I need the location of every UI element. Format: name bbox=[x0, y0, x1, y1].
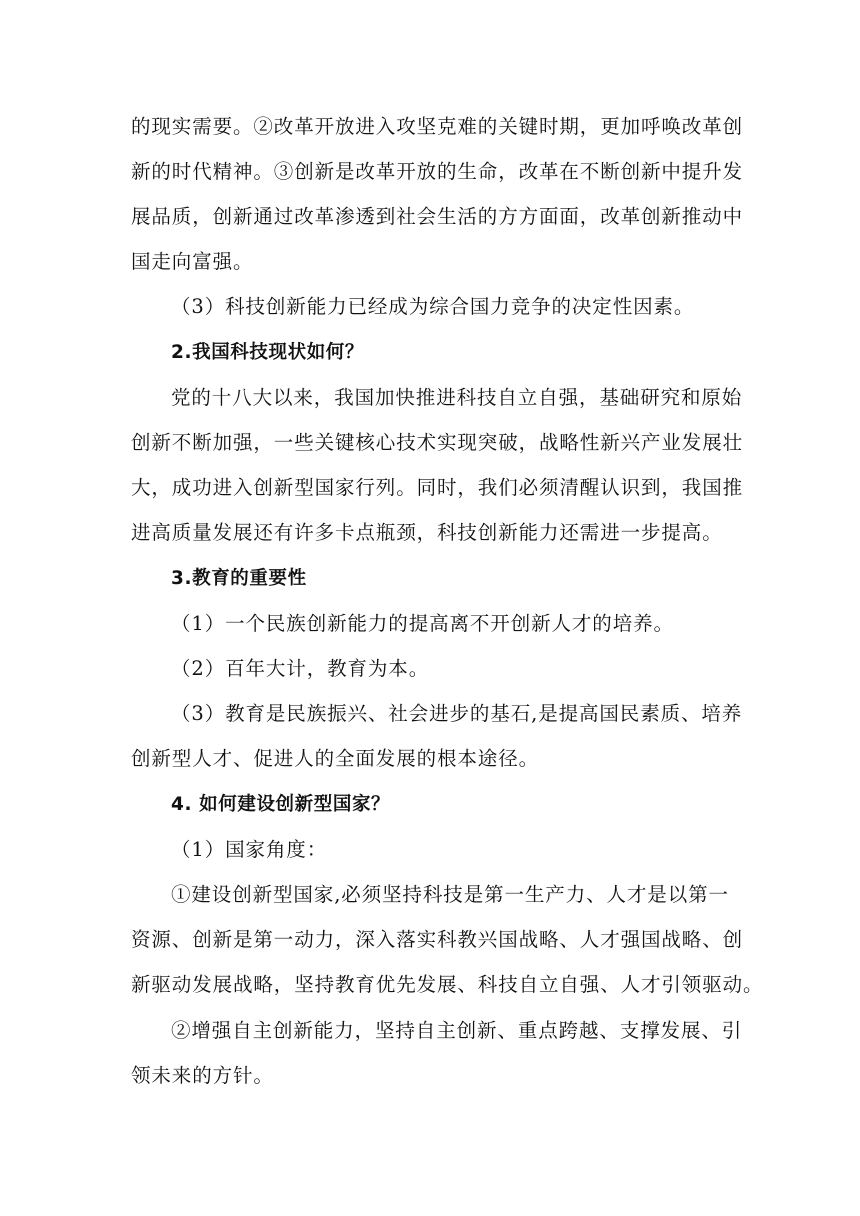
section-heading: 3.教育的重要性 bbox=[171, 568, 307, 589]
sub-heading: （1）国家角度： bbox=[171, 838, 328, 861]
paragraph-line: 新的时代精神。③创新是改革开放的生命，改革在不断创新中提升发 bbox=[131, 160, 744, 183]
paragraph-line: 的现实需要。②改革开放进入攻坚克难的关键时期，更加呼唤改革创 bbox=[131, 115, 744, 138]
paragraph-line: 国走向富强。 bbox=[131, 250, 254, 273]
paragraph-line: 创新不断加强，一些关键核心技术实现突破，战略性新兴产业发展壮 bbox=[131, 431, 744, 454]
list-item: 新驱动发展战略，坚持教育优先发展、科技自立自强、人才引领驱动。 bbox=[131, 973, 764, 996]
point-item: 创新型人才、促进人的全面发展的根本途径。 bbox=[131, 747, 540, 770]
paragraph-line: 党的十八大以来，我国加快推进科技自立自强，基础研究和原始 bbox=[171, 386, 743, 409]
paragraph-line: 大，成功进入创新型国家行列。同时，我们必须清醒认识到，我国推 bbox=[131, 476, 744, 499]
list-item: 领未来的方针。 bbox=[131, 1064, 274, 1087]
list-item: 资源、创新是第一动力，深入落实科教兴国战略、人才强国战略、创 bbox=[131, 928, 744, 951]
list-item: ①建设创新型国家,必须坚持科技是第一生产力、人才是以第一 bbox=[171, 883, 729, 906]
paragraph-line: 进高质量发展还有许多卡点瓶颈，科技创新能力还需进一步提高。 bbox=[131, 521, 723, 544]
point-item: （3）教育是民族振兴、社会进步的基石,是提高国民素质、培养 bbox=[171, 702, 743, 725]
point-item: （2）百年大计，教育为本。 bbox=[171, 657, 430, 680]
section-heading: 4. 如何建设创新型国家？ bbox=[171, 794, 391, 815]
paragraph-line: 展品质，创新通过改革渗透到社会生活的方方面面，改革创新推动中 bbox=[131, 205, 744, 228]
point-item: （1）一个民族创新能力的提高离不开创新人才的培养。 bbox=[171, 612, 674, 635]
section-heading: 2.我国科技现状如何？ bbox=[171, 342, 365, 363]
point-item: （3）科技创新能力已经成为综合国力竞争的决定性因素。 bbox=[171, 295, 695, 318]
list-item: ②增强自主创新能力，坚持自主创新、重点跨越、支撑发展、引 bbox=[171, 1019, 743, 1042]
